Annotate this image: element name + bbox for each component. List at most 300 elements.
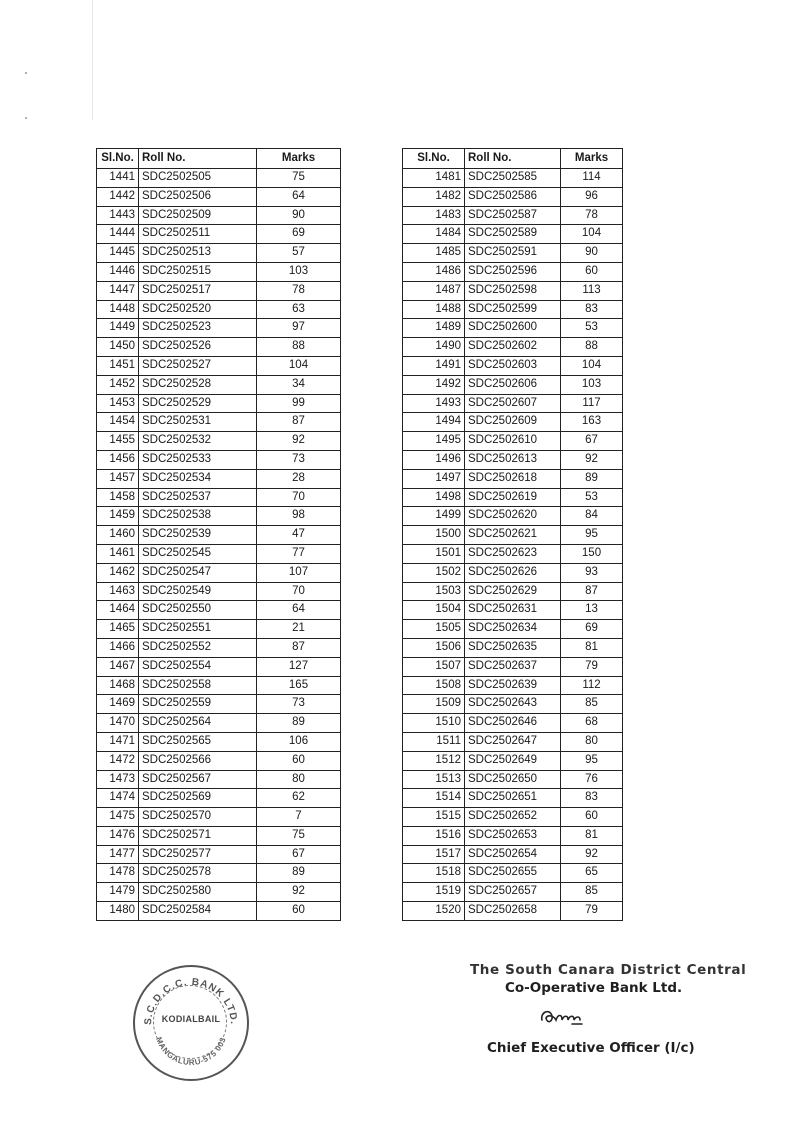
cell-sl-no: 1506	[403, 638, 465, 657]
table-row	[97, 883, 341, 902]
cell-sl-no: 1516	[403, 826, 465, 845]
cell-roll-no: SDC2502610	[465, 432, 561, 451]
table-row	[97, 751, 341, 770]
table-row	[97, 169, 341, 188]
cell-sl-no: 1472	[97, 751, 139, 770]
table-row	[403, 563, 623, 582]
cell-marks: 53	[561, 319, 623, 338]
cell-sl-no: 1443	[97, 206, 139, 225]
cell-sl-no: 1480	[97, 902, 139, 921]
cell-sl-no: 1500	[403, 526, 465, 545]
cell-roll-no: SDC2502577	[139, 845, 257, 864]
cell-roll-no: SDC2502513	[139, 244, 257, 263]
table-row	[97, 657, 341, 676]
cell-marks: 114	[561, 169, 623, 188]
table-row	[97, 356, 341, 375]
cell-marks: 92	[561, 845, 623, 864]
cell-marks: 64	[257, 187, 341, 206]
table-row	[97, 526, 341, 545]
cell-sl-no: 1518	[403, 864, 465, 883]
cell-roll-no: SDC2502506	[139, 187, 257, 206]
marks-table-left-body	[97, 169, 341, 921]
table-row	[97, 902, 341, 921]
cell-marks: 85	[561, 695, 623, 714]
seal-center-text: KODIALBAIL	[161, 1014, 221, 1024]
cell-sl-no: 1474	[97, 789, 139, 808]
cell-sl-no: 1459	[97, 507, 139, 526]
cell-roll-no: SDC2502511	[139, 225, 257, 244]
cell-roll-no: SDC2502531	[139, 413, 257, 432]
table-row	[97, 338, 341, 357]
cell-sl-no: 1490	[403, 338, 465, 357]
cell-sl-no: 1441	[97, 169, 139, 188]
cell-roll-no: SDC2502580	[139, 883, 257, 902]
cell-sl-no: 1457	[97, 469, 139, 488]
table-row	[403, 695, 623, 714]
cell-sl-no: 1505	[403, 620, 465, 639]
cell-roll-no: SDC2502517	[139, 281, 257, 300]
cell-marks: 75	[257, 169, 341, 188]
header-sl-no: Sl.No.	[97, 149, 139, 169]
cell-roll-no: SDC2502584	[139, 902, 257, 921]
cell-marks: 99	[257, 394, 341, 413]
cell-marks: 127	[257, 657, 341, 676]
table-row	[97, 262, 341, 281]
cell-marks: 89	[257, 714, 341, 733]
cell-roll-no: SDC2502602	[465, 338, 561, 357]
cell-roll-no: SDC2502532	[139, 432, 257, 451]
cell-marks: 70	[257, 488, 341, 507]
cell-roll-no: SDC2502603	[465, 356, 561, 375]
cell-roll-no: SDC2502599	[465, 300, 561, 319]
cell-roll-no: SDC2502613	[465, 450, 561, 469]
table-row	[403, 338, 623, 357]
cell-sl-no: 1476	[97, 826, 139, 845]
cell-roll-no: SDC2502554	[139, 657, 257, 676]
cell-marks: 104	[257, 356, 341, 375]
cell-roll-no: SDC2502528	[139, 375, 257, 394]
cell-sl-no: 1484	[403, 225, 465, 244]
table-row	[97, 638, 341, 657]
cell-roll-no: SDC2502505	[139, 169, 257, 188]
table-row	[403, 864, 623, 883]
cell-sl-no: 1507	[403, 657, 465, 676]
cell-roll-no: SDC2502545	[139, 544, 257, 563]
bank-seal-stamp	[133, 965, 249, 1081]
cell-sl-no: 1496	[403, 450, 465, 469]
cell-sl-no: 1456	[97, 450, 139, 469]
cell-marks: 80	[257, 770, 341, 789]
table-row	[403, 808, 623, 827]
cell-marks: 13	[561, 601, 623, 620]
cell-marks: 67	[257, 845, 341, 864]
table-row	[403, 206, 623, 225]
cell-roll-no: SDC2502509	[139, 206, 257, 225]
cell-roll-no: SDC2502596	[465, 262, 561, 281]
cell-roll-no: SDC2502567	[139, 770, 257, 789]
cell-marks: 68	[561, 714, 623, 733]
table-row	[403, 751, 623, 770]
cell-sl-no: 1515	[403, 808, 465, 827]
cell-roll-no: SDC2502538	[139, 507, 257, 526]
table-row	[403, 732, 623, 751]
table-row	[97, 244, 341, 263]
cell-marks: 113	[561, 281, 623, 300]
cell-roll-no: SDC2502658	[465, 902, 561, 921]
cell-sl-no: 1503	[403, 582, 465, 601]
table-row	[403, 300, 623, 319]
cell-sl-no: 1493	[403, 394, 465, 413]
seal-bottom-text: MANGALURU-575 003	[154, 1035, 228, 1068]
cell-marks: 87	[257, 638, 341, 657]
table-row	[403, 676, 623, 695]
table-header-row	[97, 149, 341, 169]
cell-marks: 79	[561, 902, 623, 921]
cell-roll-no: SDC2502655	[465, 864, 561, 883]
marks-table-right-body	[403, 169, 623, 921]
cell-roll-no: SDC2502523	[139, 319, 257, 338]
cell-sl-no: 1497	[403, 469, 465, 488]
cell-marks: 78	[561, 206, 623, 225]
table-row	[403, 413, 623, 432]
cell-marks: 104	[561, 225, 623, 244]
bank-name-line-2: Co-Operative Bank Ltd.	[505, 980, 683, 996]
table-row	[403, 620, 623, 639]
cell-sl-no: 1444	[97, 225, 139, 244]
table-header-row	[403, 149, 623, 169]
cell-roll-no: SDC2502539	[139, 526, 257, 545]
table-row	[97, 187, 341, 206]
cell-roll-no: SDC2502526	[139, 338, 257, 357]
cell-roll-no: SDC2502533	[139, 450, 257, 469]
cell-roll-no: SDC2502634	[465, 620, 561, 639]
cell-roll-no: SDC2502552	[139, 638, 257, 657]
cell-sl-no: 1465	[97, 620, 139, 639]
cell-marks: 63	[257, 300, 341, 319]
table-row	[97, 300, 341, 319]
cell-roll-no: SDC2502559	[139, 695, 257, 714]
table-row	[403, 845, 623, 864]
cell-sl-no: 1452	[97, 375, 139, 394]
cell-marks: 34	[257, 375, 341, 394]
cell-marks: 67	[561, 432, 623, 451]
cell-marks: 89	[561, 469, 623, 488]
marks-table-left	[96, 148, 341, 921]
cell-marks: 85	[561, 883, 623, 902]
cell-marks: 79	[561, 657, 623, 676]
cell-sl-no: 1488	[403, 300, 465, 319]
cell-marks: 97	[257, 319, 341, 338]
table-row	[403, 770, 623, 789]
cell-marks: 7	[257, 808, 341, 827]
cell-marks: 81	[561, 638, 623, 657]
table-row	[97, 394, 341, 413]
cell-marks: 81	[561, 826, 623, 845]
cell-sl-no: 1517	[403, 845, 465, 864]
table-row	[403, 826, 623, 845]
cell-roll-no: SDC2502591	[465, 244, 561, 263]
table-row	[403, 544, 623, 563]
cell-marks: 57	[257, 244, 341, 263]
cell-marks: 64	[257, 601, 341, 620]
cell-marks: 73	[257, 695, 341, 714]
table-row	[403, 169, 623, 188]
handwritten-signature	[538, 1006, 598, 1030]
cell-roll-no: SDC2502598	[465, 281, 561, 300]
cell-sl-no: 1442	[97, 187, 139, 206]
cell-sl-no: 1489	[403, 319, 465, 338]
cell-marks: 84	[561, 507, 623, 526]
header-marks: Marks	[561, 149, 623, 169]
cell-sl-no: 1492	[403, 375, 465, 394]
cell-roll-no: SDC2502534	[139, 469, 257, 488]
cell-sl-no: 1464	[97, 601, 139, 620]
cell-roll-no: SDC2502649	[465, 751, 561, 770]
cell-sl-no: 1473	[97, 770, 139, 789]
cell-roll-no: SDC2502647	[465, 732, 561, 751]
cell-roll-no: SDC2502600	[465, 319, 561, 338]
table-row	[97, 601, 341, 620]
cell-roll-no: SDC2502515	[139, 262, 257, 281]
cell-sl-no: 1519	[403, 883, 465, 902]
table-row	[97, 544, 341, 563]
table-row	[97, 450, 341, 469]
cell-marks: 47	[257, 526, 341, 545]
cell-sl-no: 1451	[97, 356, 139, 375]
table-row	[97, 375, 341, 394]
table-row	[97, 319, 341, 338]
cell-sl-no: 1495	[403, 432, 465, 451]
cell-marks: 75	[257, 826, 341, 845]
cell-marks: 107	[257, 563, 341, 582]
cell-sl-no: 1470	[97, 714, 139, 733]
cell-sl-no: 1475	[97, 808, 139, 827]
cell-sl-no: 1482	[403, 187, 465, 206]
cell-sl-no: 1478	[97, 864, 139, 883]
cell-roll-no: SDC2502652	[465, 808, 561, 827]
table-row	[97, 620, 341, 639]
table-row	[97, 582, 341, 601]
header-marks: Marks	[257, 149, 341, 169]
cell-sl-no: 1460	[97, 526, 139, 545]
table-row	[97, 714, 341, 733]
table-row	[403, 488, 623, 507]
cell-marks: 92	[561, 450, 623, 469]
table-row	[403, 714, 623, 733]
cell-marks: 60	[561, 808, 623, 827]
cell-marks: 65	[561, 864, 623, 883]
cell-sl-no: 1510	[403, 714, 465, 733]
cell-roll-no: SDC2502549	[139, 582, 257, 601]
cell-roll-no: SDC2502589	[465, 225, 561, 244]
cell-marks: 69	[257, 225, 341, 244]
table-row	[403, 469, 623, 488]
cell-roll-no: SDC2502551	[139, 620, 257, 639]
cell-sl-no: 1494	[403, 413, 465, 432]
cell-roll-no: SDC2502569	[139, 789, 257, 808]
cell-marks: 96	[561, 187, 623, 206]
cell-roll-no: SDC2502637	[465, 657, 561, 676]
table-row	[97, 695, 341, 714]
cell-marks: 88	[257, 338, 341, 357]
cell-roll-no: SDC2502564	[139, 714, 257, 733]
cell-roll-no: SDC2502653	[465, 826, 561, 845]
cell-marks: 103	[257, 262, 341, 281]
table-row	[97, 507, 341, 526]
cell-roll-no: SDC2502520	[139, 300, 257, 319]
cell-sl-no: 1469	[97, 695, 139, 714]
header-sl-no: Sl.No.	[403, 149, 465, 169]
cell-marks: 150	[561, 544, 623, 563]
cell-sl-no: 1458	[97, 488, 139, 507]
cell-roll-no: SDC2502558	[139, 676, 257, 695]
cell-sl-no: 1491	[403, 356, 465, 375]
cell-marks: 92	[257, 883, 341, 902]
cell-roll-no: SDC2502621	[465, 526, 561, 545]
cell-marks: 83	[561, 789, 623, 808]
table-row	[403, 883, 623, 902]
cell-sl-no: 1487	[403, 281, 465, 300]
cell-marks: 112	[561, 676, 623, 695]
table-row	[403, 902, 623, 921]
cell-sl-no: 1481	[403, 169, 465, 188]
cell-sl-no: 1483	[403, 206, 465, 225]
table-row	[403, 507, 623, 526]
cell-sl-no: 1509	[403, 695, 465, 714]
cell-sl-no: 1453	[97, 394, 139, 413]
seal-top-text: S.C.D.C.C. BANK LTD.	[142, 976, 240, 1026]
marks-table-right	[402, 148, 623, 921]
cell-roll-no: SDC2502606	[465, 375, 561, 394]
table-row	[403, 262, 623, 281]
cell-marks: 60	[257, 751, 341, 770]
cell-sl-no: 1498	[403, 488, 465, 507]
cell-marks: 76	[561, 770, 623, 789]
cell-marks: 117	[561, 394, 623, 413]
cell-roll-no: SDC2502643	[465, 695, 561, 714]
cell-roll-no: SDC2502550	[139, 601, 257, 620]
table-row	[97, 845, 341, 864]
cell-roll-no: SDC2502629	[465, 582, 561, 601]
cell-marks: 93	[561, 563, 623, 582]
cell-roll-no: SDC2502623	[465, 544, 561, 563]
cell-marks: 87	[561, 582, 623, 601]
table-row	[403, 319, 623, 338]
cell-roll-no: SDC2502570	[139, 808, 257, 827]
table-row	[403, 432, 623, 451]
cell-roll-no: SDC2502654	[465, 845, 561, 864]
table-row	[403, 450, 623, 469]
cell-marks: 28	[257, 469, 341, 488]
cell-sl-no: 1514	[403, 789, 465, 808]
cell-marks: 53	[561, 488, 623, 507]
table-row	[403, 601, 623, 620]
cell-roll-no: SDC2502607	[465, 394, 561, 413]
cell-marks: 80	[561, 732, 623, 751]
cell-sl-no: 1454	[97, 413, 139, 432]
table-row	[97, 413, 341, 432]
cell-sl-no: 1479	[97, 883, 139, 902]
officer-designation: Chief Executive Officer (I/c)	[487, 1040, 695, 1056]
table-row	[403, 244, 623, 263]
cell-sl-no: 1462	[97, 563, 139, 582]
cell-sl-no: 1520	[403, 902, 465, 921]
cell-sl-no: 1512	[403, 751, 465, 770]
cell-roll-no: SDC2502527	[139, 356, 257, 375]
table-row	[97, 864, 341, 883]
table-row	[97, 826, 341, 845]
table-row	[97, 732, 341, 751]
cell-roll-no: SDC2502547	[139, 563, 257, 582]
cell-sl-no: 1508	[403, 676, 465, 695]
cell-sl-no: 1471	[97, 732, 139, 751]
cell-sl-no: 1463	[97, 582, 139, 601]
cell-marks: 21	[257, 620, 341, 639]
cell-marks: 78	[257, 281, 341, 300]
table-row	[403, 281, 623, 300]
cell-sl-no: 1485	[403, 244, 465, 263]
cell-sl-no: 1499	[403, 507, 465, 526]
cell-sl-no: 1467	[97, 657, 139, 676]
cell-sl-no: 1446	[97, 262, 139, 281]
cell-marks: 106	[257, 732, 341, 751]
cell-marks: 95	[561, 526, 623, 545]
cell-sl-no: 1504	[403, 601, 465, 620]
table-row	[403, 225, 623, 244]
table-row	[97, 206, 341, 225]
cell-marks: 90	[257, 206, 341, 225]
cell-marks: 88	[561, 338, 623, 357]
header-roll-no: Roll No.	[465, 149, 561, 169]
cell-roll-no: SDC2502537	[139, 488, 257, 507]
table-row	[403, 657, 623, 676]
cell-marks: 60	[257, 902, 341, 921]
cell-sl-no: 1466	[97, 638, 139, 657]
bank-name-line-1: The South Canara District Central	[470, 962, 747, 978]
cell-marks: 165	[257, 676, 341, 695]
cell-marks: 60	[561, 262, 623, 281]
cell-sl-no: 1502	[403, 563, 465, 582]
cell-sl-no: 1468	[97, 676, 139, 695]
cell-marks: 98	[257, 507, 341, 526]
cell-sl-no: 1501	[403, 544, 465, 563]
cell-marks: 70	[257, 582, 341, 601]
table-row	[97, 808, 341, 827]
cell-roll-no: SDC2502565	[139, 732, 257, 751]
table-row	[97, 770, 341, 789]
table-row	[403, 356, 623, 375]
cell-marks: 95	[561, 751, 623, 770]
cell-roll-no: SDC2502529	[139, 394, 257, 413]
table-row	[97, 488, 341, 507]
cell-roll-no: SDC2502609	[465, 413, 561, 432]
cell-roll-no: SDC2502635	[465, 638, 561, 657]
table-row	[403, 789, 623, 808]
cell-roll-no: SDC2502587	[465, 206, 561, 225]
cell-roll-no: SDC2502620	[465, 507, 561, 526]
cell-roll-no: SDC2502571	[139, 826, 257, 845]
cell-marks: 90	[561, 244, 623, 263]
cell-roll-no: SDC2502566	[139, 751, 257, 770]
cell-marks: 89	[257, 864, 341, 883]
cell-roll-no: SDC2502650	[465, 770, 561, 789]
scan-speck	[25, 72, 27, 74]
cell-sl-no: 1486	[403, 262, 465, 281]
table-row	[403, 394, 623, 413]
table-row	[97, 676, 341, 695]
cell-marks: 83	[561, 300, 623, 319]
cell-sl-no: 1511	[403, 732, 465, 751]
